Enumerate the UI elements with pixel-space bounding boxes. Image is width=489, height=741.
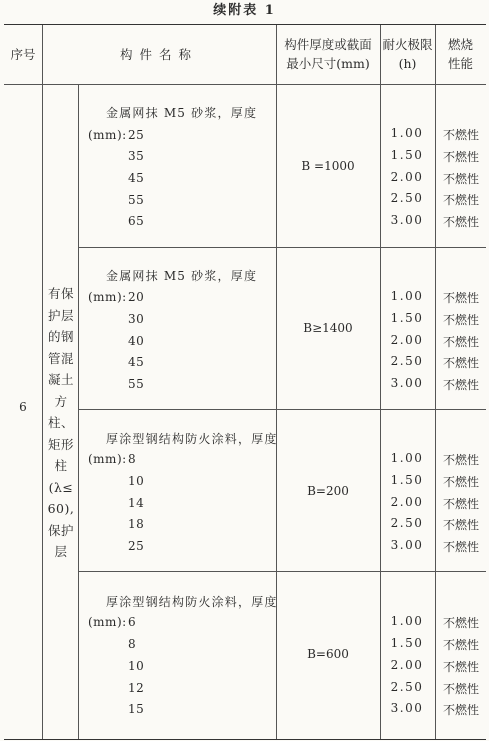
combustibility-value: 不燃性 (442, 638, 479, 652)
header-combustibility: 燃烧 性能 (447, 37, 473, 71)
row-divider (78, 247, 486, 248)
col-divider (276, 25, 277, 739)
combustibility-value: 不燃性 (442, 497, 479, 511)
row-number: 6 (19, 400, 27, 414)
thickness: 8 (128, 637, 137, 651)
fire-resistance-hours: 2.00 (390, 658, 424, 672)
combustibility-value: 不燃性 (442, 682, 479, 696)
combustibility-value: 不燃性 (442, 453, 479, 467)
unit-prefix: (mm): (88, 290, 127, 304)
fire-resistance-hours: 1.00 (390, 451, 424, 465)
thickness: 14 (128, 496, 145, 510)
thickness: 15 (128, 702, 145, 716)
fire-resistance-hours: 2.00 (390, 495, 424, 509)
dimension-value: B≥1400 (303, 321, 353, 335)
fire-resistance-hours: 1.00 (390, 126, 424, 140)
combustibility-value: 不燃性 (442, 150, 479, 164)
header-name: 构件名称 (119, 46, 198, 62)
fire-resistance-hours: 2.50 (390, 191, 424, 205)
combustibility-value: 不燃性 (442, 313, 479, 327)
row-divider (78, 571, 486, 572)
combustibility-value: 不燃性 (442, 356, 479, 370)
fire-resistance-table (4, 24, 486, 740)
thickness: 12 (128, 681, 145, 695)
thickness: 45 (128, 355, 145, 369)
header-divider (4, 84, 486, 85)
combustibility-value: 不燃性 (442, 518, 479, 532)
combustibility-value: 不燃性 (442, 215, 479, 229)
thickness: 40 (128, 334, 145, 348)
thickness: 25 (128, 128, 145, 142)
fire-resistance-hours: 2.50 (390, 354, 424, 368)
header-no: 序号 (10, 46, 36, 62)
member-name: 有保 护层 的钢 管混 凝土 方柱、 矩形 柱 (λ≤ 60), 保护 层 (47, 286, 75, 559)
combustibility-value: 不燃性 (442, 193, 479, 207)
thickness: 20 (128, 290, 145, 304)
group-description: 厚涂型钢结构防火涂料，厚度 (106, 595, 278, 609)
thickness: 25 (128, 539, 145, 553)
col-divider (42, 25, 43, 739)
fire-resistance-hours: 2.00 (390, 170, 424, 184)
row-divider (78, 409, 486, 410)
header-fire-resistance: 耐火极限 (h) (382, 37, 433, 71)
thickness: 65 (128, 214, 145, 228)
fire-resistance-hours: 1.50 (390, 636, 424, 650)
fire-resistance-hours: 2.00 (390, 333, 424, 347)
fire-resistance-hours: 3.00 (390, 538, 424, 552)
thickness: 55 (128, 193, 145, 207)
thickness: 30 (128, 312, 145, 326)
thickness: 18 (128, 517, 145, 531)
fire-resistance-hours: 1.50 (390, 311, 424, 325)
combustibility-value: 不燃性 (442, 172, 479, 186)
combustibility-value: 不燃性 (442, 128, 479, 142)
group-description: 金属网抹 M5 砂浆，厚度 (106, 106, 258, 120)
dimension-value: B =1000 (301, 159, 355, 173)
group-description: 金属网抹 M5 砂浆，厚度 (106, 269, 258, 283)
col-divider (78, 85, 79, 739)
combustibility-value: 不燃性 (442, 291, 479, 305)
combustibility-value: 不燃性 (442, 335, 479, 349)
combustibility-value: 不燃性 (442, 540, 479, 554)
dimension-value: B=200 (307, 484, 349, 498)
fire-resistance-hours: 3.00 (390, 213, 424, 227)
unit-prefix: (mm): (88, 615, 127, 629)
thickness: 10 (128, 474, 145, 488)
combustibility-value: 不燃性 (442, 475, 479, 489)
fire-resistance-hours: 1.50 (390, 473, 424, 487)
combustibility-value: 不燃性 (442, 703, 479, 717)
unit-prefix: (mm): (88, 452, 127, 466)
fire-resistance-hours: 3.00 (390, 701, 424, 715)
fire-resistance-hours: 2.50 (390, 516, 424, 530)
combustibility-value: 不燃性 (442, 616, 479, 630)
thickness: 35 (128, 149, 145, 163)
thickness: 45 (128, 171, 145, 185)
combustibility-value: 不燃性 (442, 378, 479, 392)
unit-prefix: (mm): (88, 128, 127, 142)
fire-resistance-hours: 3.00 (390, 376, 424, 390)
group-description: 厚涂型钢结构防火涂料，厚度 (106, 432, 278, 446)
combustibility-value: 不燃性 (442, 660, 479, 674)
header-dimension: 构件厚度或截面 最小尺寸(mm) (284, 37, 372, 71)
table-caption: 续附表 1 (213, 3, 276, 18)
thickness: 6 (128, 615, 137, 629)
fire-resistance-hours: 1.00 (390, 289, 424, 303)
dimension-value: B=600 (307, 647, 349, 661)
fire-resistance-hours: 1.50 (390, 148, 424, 162)
thickness: 8 (128, 452, 137, 466)
fire-resistance-hours: 1.00 (390, 614, 424, 628)
thickness: 10 (128, 659, 145, 673)
fire-resistance-hours: 2.50 (390, 680, 424, 694)
thickness: 55 (128, 377, 145, 391)
